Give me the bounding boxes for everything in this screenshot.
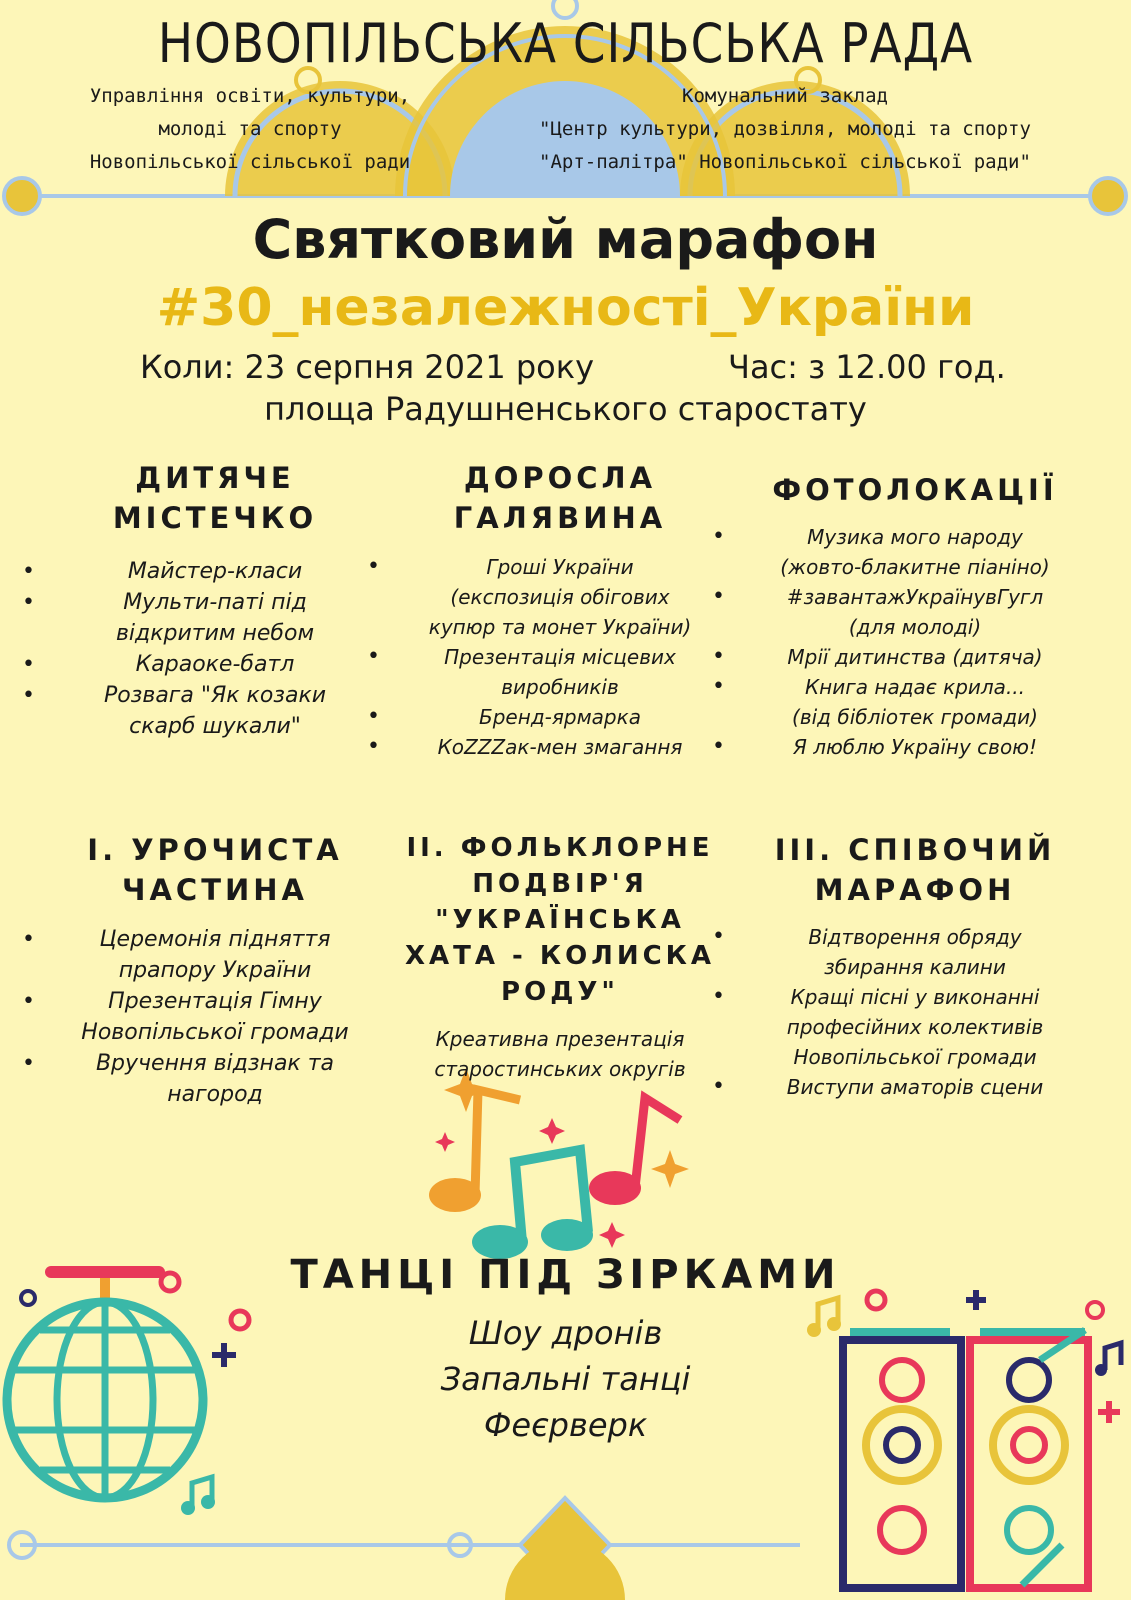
dance-item: Шоу дронів — [468, 1314, 663, 1352]
music-notes-icon — [429, 1068, 689, 1259]
heading-line: ХАТА - КОЛИСКА — [404, 941, 716, 971]
part-ceremony — [50, 830, 380, 1110]
dance-list — [0, 1310, 1131, 1448]
heading-line: ФОТОЛОКАЦІЇ — [772, 473, 1058, 507]
org-left-block — [55, 80, 445, 179]
org-left-line: молоді та спорту — [158, 118, 342, 140]
org-left-line: Новопільської сільської ради — [89, 151, 411, 173]
list-item: • Караоке-батл — [50, 649, 380, 680]
zone-list — [50, 556, 380, 742]
list-item: • Вручення відзнак та нагород — [50, 1048, 380, 1110]
heading-line: ДОРОСЛА — [463, 461, 657, 495]
heading-line: ПОДВІР'Я — [472, 869, 648, 899]
heading-line: ІІІ. СПІВОЧИЙ — [774, 833, 1056, 867]
heading-line: МАРАФОН — [814, 873, 1016, 907]
heading-line: ДИТЯЧЕ — [135, 461, 295, 495]
org-right-line: Комунальний заклад — [682, 85, 888, 107]
event-date: Коли: 23 серпня 2021 року — [140, 348, 595, 386]
heading-line: ЧАСТИНА — [122, 873, 308, 907]
list-item: • Музика мого народу (жовто-блакитне піаніно) — [740, 522, 1090, 582]
zone-photo-locations — [740, 470, 1090, 762]
org-title: НОВОПІЛЬСЬКА СІЛЬСЬКА РАДА — [157, 12, 974, 76]
list-item: • Церемонія підняття прапору України — [50, 924, 380, 986]
zone-heading — [740, 470, 1090, 510]
part-heading — [740, 830, 1090, 910]
heading-line: "УКРАЇНСЬКА — [435, 905, 685, 935]
zone-list — [740, 522, 1090, 762]
heading-line: МІСТЕЧКО — [112, 501, 318, 535]
list-item: • Кращі пісні у виконанні професійних колективів Новопільської громади — [740, 982, 1090, 1072]
part-list — [50, 924, 380, 1110]
list-item: • Презентація місцевих виробників — [395, 642, 725, 702]
list-item: • Мрії дитинства (дитяча) — [740, 642, 1090, 672]
list-item: • Виступи аматорів сцени — [740, 1072, 1090, 1102]
list-item: • Презентація Гімну Новопільської громади — [50, 986, 380, 1048]
list-item: • Відтворення обряду збирання калини — [740, 922, 1090, 982]
zone-heading — [395, 458, 725, 538]
footer-ornament — [9, 1498, 800, 1600]
event-title: Святковий марафон — [252, 208, 879, 271]
org-right-block — [490, 80, 1080, 179]
part-list — [740, 922, 1090, 1102]
list-item: • Мульти-паті під відкритим небом — [50, 587, 380, 649]
zone-heading — [50, 458, 380, 538]
part-heading — [50, 830, 380, 910]
list-item: • Розвага "Як козаки скарб шукали" — [50, 680, 380, 742]
part-note: Креативна презентація старостинських округів — [434, 1027, 686, 1081]
dance-item: Феєрверк — [483, 1406, 648, 1444]
list-item: • КоZZZак-мен змагання — [395, 732, 725, 762]
event-hashtag: #30_незалежності_України — [156, 278, 975, 338]
dance-heading: ТАНЦІ ПІД ЗІРКАМИ — [290, 1252, 841, 1298]
list-item: • Майстер-класи — [50, 556, 380, 587]
org-left-line: Управління освіти, культури, — [89, 85, 411, 107]
part-folk-yard — [395, 830, 725, 1084]
part-heading — [395, 830, 725, 1010]
list-item: • Гроші України (експозиція обігових купюр та монет України) — [395, 552, 725, 642]
heading-line: ГАЛЯВИНА — [453, 501, 667, 535]
event-time: Час: з 12.00 год. — [728, 348, 1006, 386]
heading-line: РОДУ" — [501, 977, 619, 1007]
list-item: • Бренд-ярмарка — [395, 702, 725, 732]
list-item: • Книга надає крила... (від бібліотек громади) — [740, 672, 1090, 732]
org-right-line: "Арт-палітра" Новопільської сільської ради" — [539, 151, 1031, 173]
heading-line: І. УРОЧИСТА — [87, 833, 343, 867]
dance-item: Запальні танці — [440, 1360, 691, 1398]
list-item: • Я люблю Україну свою! — [740, 732, 1090, 762]
zone-kids-town — [50, 458, 380, 742]
event-place: площа Радушненського старостату — [264, 390, 867, 428]
part-song-marathon — [740, 830, 1090, 1102]
org-right-line: "Центр культури, дозвілля, молоді та спорту — [539, 118, 1031, 140]
list-item: • #завантажУкраїнувГугл (для молоді) — [740, 582, 1090, 642]
heading-line: ІІ. ФОЛЬКЛОРНЕ — [406, 833, 714, 863]
zone-list — [395, 552, 725, 762]
zone-adult-meadow — [395, 458, 725, 762]
